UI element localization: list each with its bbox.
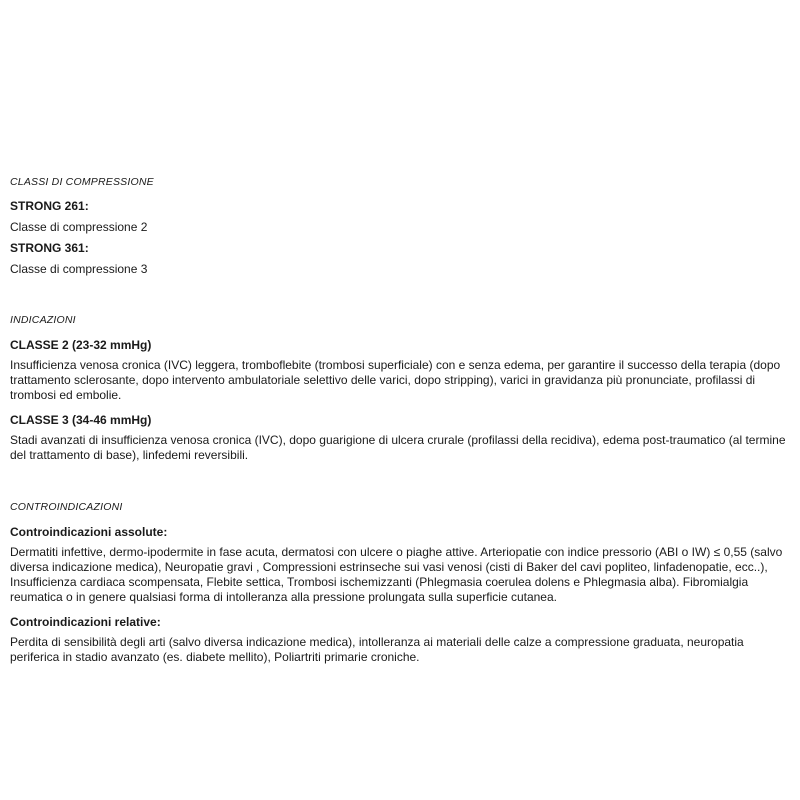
controindicazioni-assolute-paragraph: Dermatiti infettive, dermo-ipodermite in fase acuta, dermatosi con ulcere o piaghe attive. Arteriopatie con indice pressorio (ABI o IW) ≤ 0,55 (salvo diversa indicazione medica), Neuropatie gravi , Compressioni estrinseche sui vasi venosi (cisti di Baker del cavi popliteo, linfadenopatie, ecc..), Insufficienza cardiaca scompensata, Flebite settica, Trombosi ischemizzanti (Phlegmasia coerulea dolens e Phlegmasia alba). Fibromialgia reumatica o in genere qualsiasi forma di intolleranza alla pressione prolungata sulla superficie cutanea. xyxy=(10,545,783,604)
controindicazioni-assolute-label: Controindicazioni assolute: xyxy=(10,525,168,539)
controindicazioni-relative-label: Controindicazioni relative: xyxy=(10,615,161,629)
section-controindicazioni xyxy=(10,501,788,665)
classe-3-label: CLASSE 3 (34-46 mmHg) xyxy=(10,413,152,427)
section-heading-controindicazioni: CONTROINDICAZIONI xyxy=(10,501,123,513)
section-classi-di-compressione xyxy=(10,176,788,276)
strong-361-label: STRONG 361: xyxy=(10,241,89,255)
classe-2-label: CLASSE 2 (23-32 mmHg) xyxy=(10,338,152,352)
classe-3-paragraph: Stadi avanzati di insufficienza venosa cronica (IVC), dopo guarigione di ulcera crurale (profilassi della recidiva), edema post-traumatico (al termine del trattamento di base), linfedemi reversibili. xyxy=(10,433,786,462)
classe-2-paragraph: Insufficienza venosa cronica (IVC) leggera, tromboflebite (trombosi superficiale) con e senza edema, per garantire il successo della terapia (dopo trattamento sclerosante, dopo intervento ambulatoriale selettivo delle varici, dopo stripping), varici in gravidanza più pronunciate, profilassi di trombosi ed embolie. xyxy=(10,358,781,402)
section-indicazioni xyxy=(10,314,788,463)
strong-261-label: STRONG 261: xyxy=(10,199,89,213)
controindicazioni-relative-paragraph: Perdita di sensibilità degli arti (salvo diversa indicazione medica), intolleranza ai materiali delle calze a compressione graduata, neuropatia periferica in stadio avanzato (es. diabete mellito), Poliartriti primarie croniche. xyxy=(10,635,744,664)
strong-361-value: Classe di compressione 3 xyxy=(10,262,148,276)
strong-261-value: Classe di compressione 2 xyxy=(10,220,148,234)
section-heading-classi-di-compressione: CLASSI DI COMPRESSIONE xyxy=(10,176,154,188)
section-heading-indicazioni: INDICAZIONI xyxy=(10,314,76,326)
